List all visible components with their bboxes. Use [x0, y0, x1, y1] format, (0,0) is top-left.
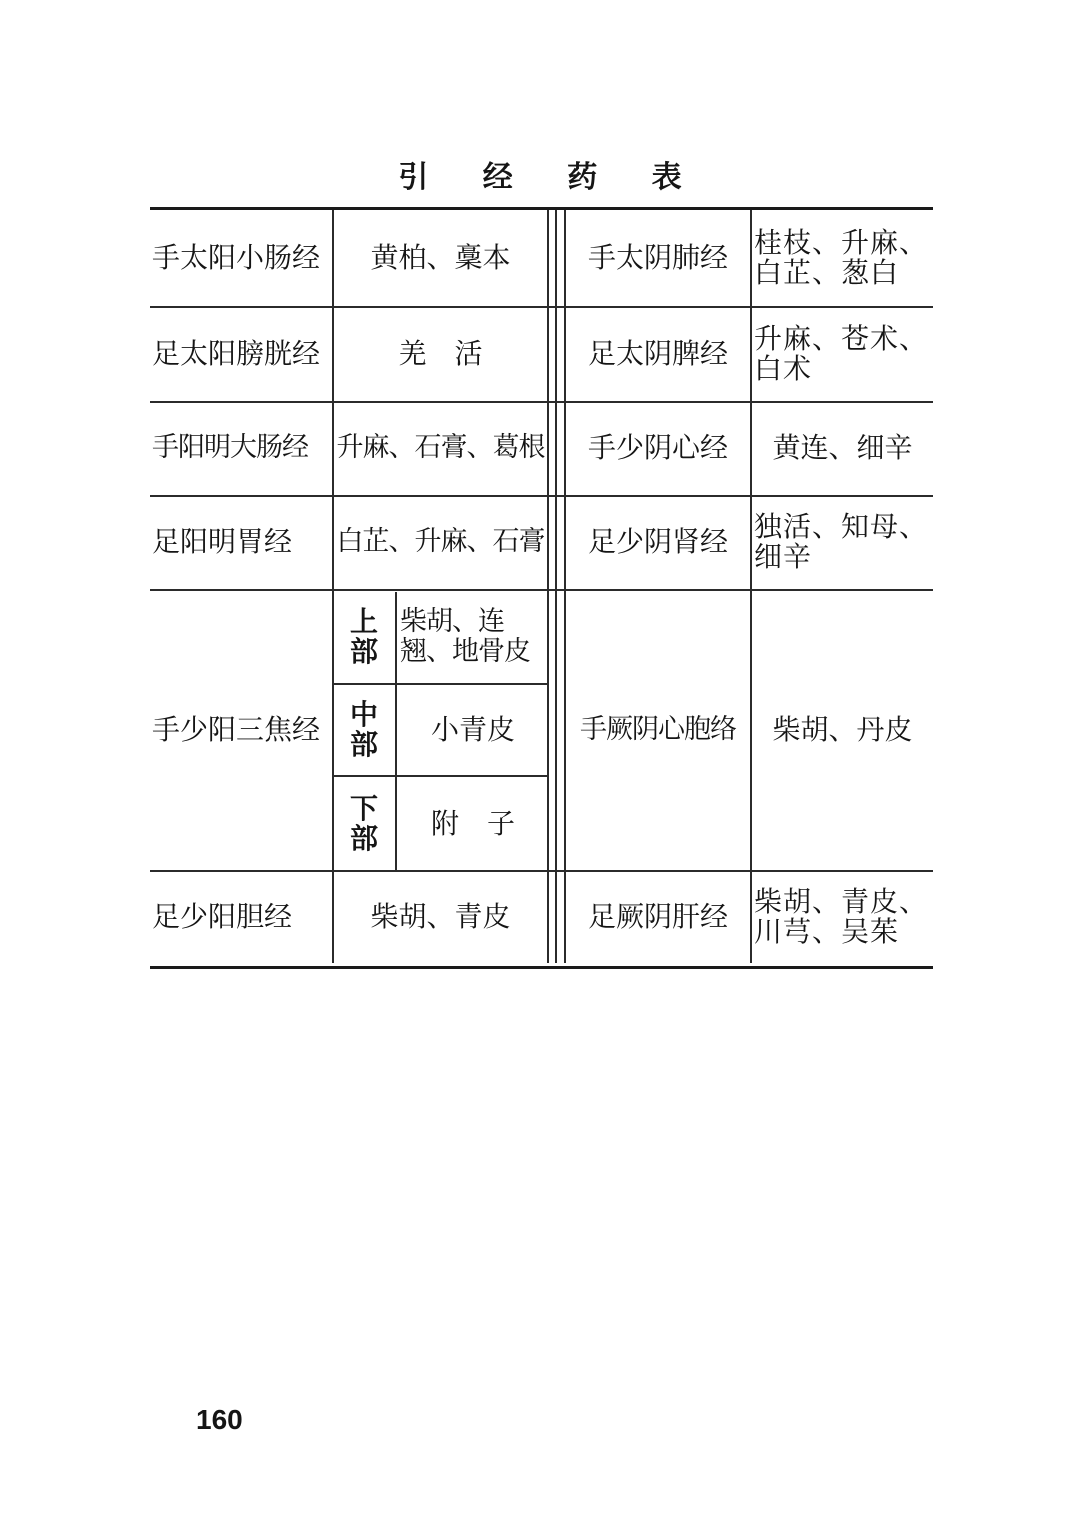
table-cell-herbs: 附 子 [430, 806, 515, 840]
sub-part-label-text: 下部 [349, 791, 378, 855]
table-cell-herbs: 柴胡、青皮 [370, 899, 511, 933]
sub-part-label-lower [336, 777, 392, 870]
table-cell-meridian: 手少阳三焦经 [152, 712, 321, 746]
table-cell-meridian: 足太阳膀胱经 [152, 336, 321, 370]
table-cell-herbs: 柴胡、连翘、地骨皮 [400, 606, 530, 667]
page-number: 160 [196, 1404, 243, 1435]
table-cell-herbs: 柴胡、青皮、川芎、吴茱 [754, 884, 929, 948]
table-cell-herbs: 羌 活 [398, 336, 483, 370]
table-cell-meridian: 手厥阴心胞络 [580, 713, 736, 745]
guide-meridian-herb-table [150, 207, 933, 969]
table-cell-herbs: 柴胡、丹皮 [772, 712, 913, 746]
sub-part-label-middle [336, 685, 392, 775]
table-cell-herbs: 小青皮 [430, 713, 515, 746]
table-cell-herbs: 黄柏、稾本 [370, 241, 511, 274]
table-cell-herbs: 独活、知母、细辛 [754, 510, 929, 573]
table-cell-meridian: 足少阴肾经 [587, 525, 728, 558]
table-cell-meridian: 足少阳胆经 [152, 899, 293, 933]
table-cell-meridian: 手太阳小肠经 [152, 241, 321, 274]
sub-part-divider [395, 592, 397, 872]
table-cell-meridian: 手少阴心经 [587, 431, 728, 464]
table-cell-herbs: 桂枝、升麻、白芷、葱白 [754, 226, 929, 289]
sub-part-label-text: 上部 [349, 605, 378, 668]
sub-part-label-upper [336, 591, 392, 683]
table-cell-meridian: 足厥阴肝经 [587, 899, 728, 933]
table-cell-meridian: 手太阴肺经 [587, 241, 728, 274]
table-cell-herbs: 升麻、石膏、葛根 [336, 432, 545, 463]
table-cell-herbs: 白芷、升麻、石膏 [336, 526, 545, 557]
table-cell-meridian: 手阳明大肠经 [152, 432, 308, 463]
table-cell-herbs: 升麻、苍术、白术 [754, 321, 929, 385]
table-cell-herbs: 黄连、细辛 [772, 431, 913, 464]
column-divider-double [555, 210, 557, 963]
table-title: 引 经 药 表 [398, 160, 704, 195]
sub-part-label-text: 中部 [349, 698, 378, 761]
table-cell-meridian: 足阳明胃经 [152, 525, 293, 558]
table-cell-meridian: 足太阴脾经 [587, 336, 728, 370]
